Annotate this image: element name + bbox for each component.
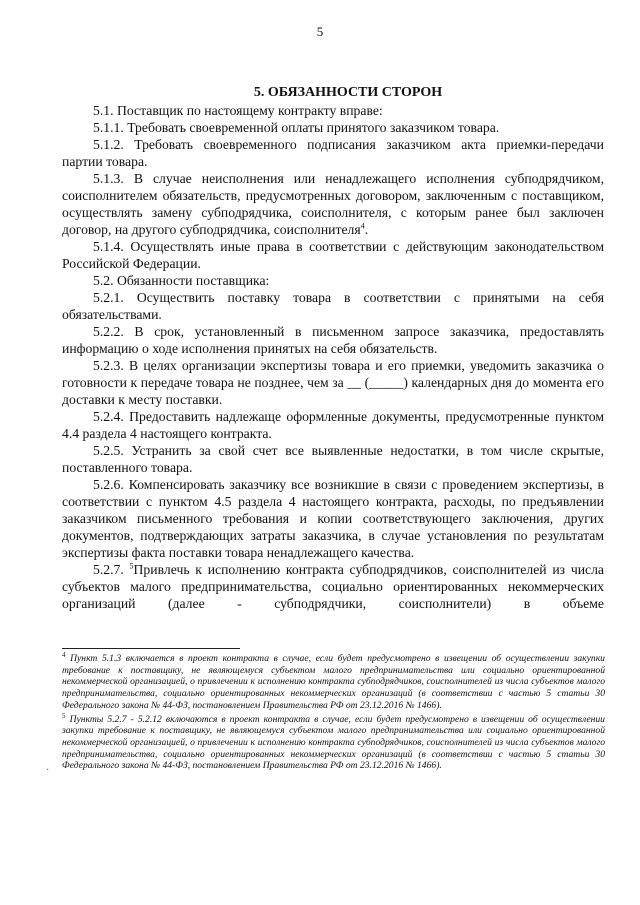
clause-text: 5.2. Обязанности поставщика: (93, 273, 270, 288)
footnote-mark: 5 (62, 711, 66, 720)
clause-text: 5.1.1. Требовать своевременной оплаты принятого заказчиком товара. (93, 120, 500, 135)
clause-text: 5.2.7. (93, 562, 130, 577)
footnote (62, 650, 605, 712)
clause-text-tail: . (364, 222, 369, 237)
clause-paragraph (62, 136, 604, 170)
footnote-reference: 5 (129, 561, 134, 571)
paragraph-list (62, 102, 604, 612)
clause-paragraph (62, 102, 604, 119)
clause-paragraph (62, 442, 604, 476)
clause-paragraph (62, 289, 604, 323)
clause-text: 5.2.2. В срок, установленный в письменном запросе заказчика, предоставлять информацию о ходе исполнения принятых на себя обязательств. (62, 324, 604, 356)
footnotes (62, 650, 605, 774)
clause-text: 5.2.4. Предоставить надлежаще оформленные документы, предусмотренные пунктом 4.4 раздела 4 настоящего контракта. (62, 409, 604, 441)
clause-text: 5.2.5. Устранить за свой счет все выявленные недостатки, в том числе скрытые, поставленного товара. (62, 443, 604, 475)
clause-paragraph (62, 119, 604, 136)
clause-text: 5.1. Поставщик по настоящему контракту вправе: (93, 103, 383, 118)
footnote-separator (62, 648, 240, 649)
section-heading: 5. ОБЯЗАННОСТИ СТОРОН (253, 85, 443, 100)
margin-mark: · (46, 765, 50, 776)
footnote-text: Пункты 5.2.7 - 5.2.12 включаются в проект контракта в случае, если будет предусмотрено в извещении об осуществлении закупки требование к поставщику, не являющемуся субъектом малого предпринимательства или социально ориентированной некоммерческой организацией, о привлечении к исполнению контракта субподрядчиков, соисполнителей из числа субъектов малого предпринимательства, социально ориентированных некоммерческих организаций (в соответствии с частью 5 статьи 30 Федерального закона № 44-ФЗ, постановлением Правительства РФ от 23.12.2016 № 1466). (62, 713, 605, 772)
clause-paragraph (62, 408, 604, 442)
footnote-text: Пункт 5.1.3 включается в проект контракта в случае, если будет предусмотрено в извещении об осуществлении закупки требование к поставщику, не являющемуся субъектом малого предпринимательства или социально ориентированной некоммерческой организацией, о привлечении к исполнению контракта субподрядчиков, соисполнителей из числа субъектов малого предпринимательства, социально ориентированных некоммерческих организаций (в соответствии с частью 5 статьи 30 Федерального закона № 44-ФЗ, постановлением Правительства РФ от 23.12.2016 № 1466). (62, 653, 605, 711)
clause-text: 5.2.6. Компенсировать заказчику все возникшие в связи с проведением экспертизы, в соответствии с пунктом 4.5 раздела 4 настоящего контракта, расходы, по предъявлении заказчиком письменного требования и копии соответствующего заключения, других документов, подтверждающих затраты заказчика, в случае установления по результатам экспертизы факта поставки товара ненадлежащего качества. (62, 477, 604, 560)
clause-text: 5.2.3. В целях организации экспертизы товара и его приемки, уведомить заказчика о готовности к передаче товара не позднее, чем за __ (_____) календарных дня до момента его доставки к месту поставки. (62, 358, 604, 407)
main-text (62, 84, 604, 612)
clause-paragraph (62, 561, 604, 612)
clause-paragraph (62, 323, 604, 357)
footnote-reference: 4 (360, 221, 365, 231)
footnote-mark: 4 (62, 650, 66, 659)
clause-text: 5.1.3. В случае неисполнения или ненадлежащего исполнения субподрядчиком, соисполнителем обязательств, предусмотренных договором, заключенным с поставщиком, осуществлять замену субподрядчика, соисполнителя, с которым ранее был заключен договор, на другого субподрядчика, соисполнителя (62, 171, 604, 237)
clause-text-tail: Привлечь к исполнению контракта субподрядчиков, соисполнителей из числа субъектов малого предпринимательства, социально ориентированных некоммерческих организаций (далее - субподрядчики, соисполнители) в объеме (62, 562, 605, 611)
clause-paragraph (62, 357, 604, 408)
clause-paragraph (62, 476, 604, 561)
clause-text: 5.1.2. Требовать своевременного подписания заказчиком акта приемки-передачи партии товара. (62, 137, 604, 169)
page-number: 5 (316, 24, 324, 39)
clause-paragraph (62, 238, 604, 272)
clause-paragraph (62, 170, 604, 238)
clause-text: 5.1.4. Осуществлять иные права в соответствии с действующим законодательством Российской Федерации. (62, 239, 604, 271)
clause-text: 5.2.1. Осуществить поставку товара в соответствии с принятыми на себя обязательствами. (62, 290, 604, 322)
clause-paragraph (62, 272, 604, 289)
footnote (62, 711, 605, 773)
